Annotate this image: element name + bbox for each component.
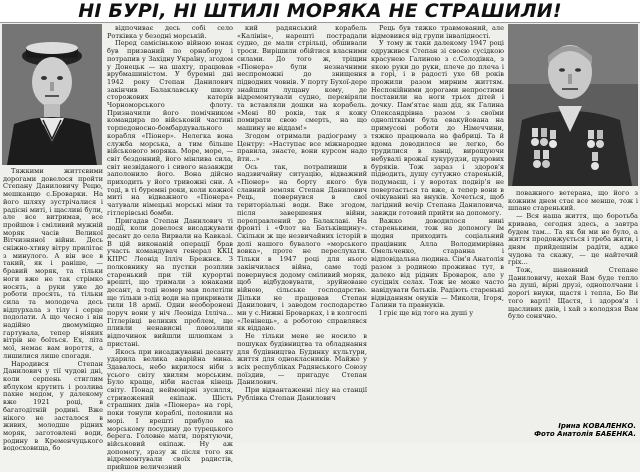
- paragraph: Якось при висаджуванні десанту ударила велика аварійна мина. Здавалось, небо вкрилося ніби з усього світу хвилям морським. Було краще, ніби настав кінець світу. Понад неймовірні зусилля, стривожений екіпаж. Шість страшних днів «Піонера» на горі, поки тонули кораблі, полонили на морі. І врешті прибуло на морському пoсудину до турецького берега. Головне мати, порятуючи, військовий екіпаж. Ну аж допомогу, зразу ж після того як відремонтували своїх радистів, прийшов величезний: [107, 347, 233, 472]
- paragraph: Перед самісінькою війною юнак був призваний по орнабору і потрапив у Західну Україну, згодом у Донецьк — на шахту, працював врубмашиністом. У буремні дні 1942 року Степан Данилович закінчив Балаклавську школу сторожових катерів Чорноморського флоту. Призначили його помічником командира по військовій частині торпедоносно-бомбардувального корабля «Піонер». Нелегка вона служба морська, а тим більше військового моряка. Море, море, — світ бездонний, його мінлива сила, світ незвіданого і сивого назавжди заполонило його. Вона дійсно приходить у його тривожні сни. А тоді, в ті буремні роки, коли кожної миті на відважного «Піонера» чатували німецькі морські міни та гітлерівські бомби.: [107, 39, 233, 217]
- paragraph: — Вся наша життя, що боротьба кривава, сегодня здесь, а завтра будем там... Та як би ми не було, а життя продовжується і треба жити, і дням прийдешнім радіти, адже чудова та скажу, — це найтечий гріх...: [508, 212, 638, 267]
- photo-veteran-medals: [508, 24, 638, 186]
- article-column-1: [3, 167, 103, 453]
- paragraph: При відвантаженні лісу на станції Рублівка Степан Данилович: [237, 386, 367, 402]
- paragraph: У тому ж таки далекому 1947 році одружився Степан зі своєю сусідкою красунею Галиною з с.Солодівка, з якою руки до руки, плече до плеча і в горі, і в радості ухе 68 років прожили разом мирним життям. Неспокійними дорогами непростими поставили на ноги трьох дітей і дочку. Пам'ятає наш дід, як Галина Олександрівна разом з своїми однолітками була евакуйована на примусові роботи до Німеччини, тяжко працювала на фабриці. Та й вдома доводилося не легко, бо трудилися в ланці, вирощуючи небувалі врожаї кукурудзи, цукрових буряків. Тож зараз і здоров'я підводить, душу сутужно старенькій, подумаєш, і у воротах подвір'я не повертається та вже, а тепер вони в очікуванні на внуків. Хочеться, щоб лагідний вечір Степана Даниловича, завжди готовий прийти на допомогу.: [371, 39, 504, 217]
- byline-photo-credit: Фото Анатолія БАБЕНКА.: [534, 430, 636, 438]
- paragraph: Не тільки мене не носило в пошуках будівництва та обладнання для будівництва Будинку культури, життя для однокласників. Майже у всіх республіках Радянського Союзу поїздив, — пригадує Степан Данилович.: [237, 332, 367, 387]
- photo-young-sailor: [2, 24, 102, 165]
- article-column-2: [107, 24, 233, 472]
- veteran-portrait-image: [508, 24, 638, 186]
- paragraph: Ось так, потрапивши в надзвичайну ситуацію, відважний «Піонер» на борту якого був славний земляк Степан Данилович Рець, повернувся в свої територіальні води. Вже згодом, після завершення війни, переправлений до Балаклаві. На фронті і «Флот на Батьківщину». Скільки ж ще незвичайних історій в долі нашого бувалого «морського вовка», проте не переслухати. Тільки в 1947 році для нього закінчилася війна, саме тоді повернувся додому сміливий моряк, щоб відбудовувати, зруйноване війною, сільське господарство. Дільки не працював Степан Данилович, і заводом господарство ми у с.Нижні Броварках, і в колгоспі «Ленінець», а роботою справлявся як віддано.: [237, 162, 367, 333]
- byline-author: Ірина КОВАЛЕНКО.: [558, 422, 636, 430]
- headline: НІ БУРІ, НІ ШТИЛІ МОРЯКА НЕ СТРАШИЛИ!: [0, 0, 640, 23]
- paragraph: І гріє ще від того на душі у: [379, 309, 474, 318]
- article-column-3: [237, 25, 367, 441]
- paragraph: відпочиває десь собі село Ротківка у безодні морській.: [107, 24, 233, 40]
- article-column-4: [371, 25, 504, 441]
- paragraph: Тяжкими життєвими дорогами довелося пройти Степану Даниловичу Рецю, мешканцю с.Броварки. На його шляху зустрічалися і радісні миті, і щасливі були, але все витримав, все пройшов і сміливий мужній моряк часів Великої Вітчизняної війни. Десь сніжно-хтиву вітру прилітає з минулого. А він все в такий, як і раніше, — бравий моряк, та тільки ноги вже не так стрімко носять, а руки уже до роботи просять, та тільки сила та молодеча десь відпурхала з тілу і серце подолати. А що чесно і він надійно двомуміцно гартувала, тепер ніяких вітрів не боїться. Ех, літа мої, немає вам вороття, а лишилися лише спогади.: [3, 167, 103, 360]
- paragraph: Рець був тяжко травмований, але відмовився від групи інвалідності.: [371, 24, 504, 40]
- paragraph: Важко доводилося нині старенькими, тож на допомогу їм щодня приходить соціальний працівник Алла Володимирівна Омельченко, старанна і відповідальна людина. Сім'я Анатолія разом з родиною проживає тут, в далеко від рідних Броварок, але у сусідніх селах. Тож не може часто навідувати батьків. Радіють старенькі відвіданням онуків — Миколи, Ігоря, Галини та правнуків.: [371, 216, 504, 310]
- paragraph: Згодом отримали радіограму з Центру: «Наступає все міжнародне правила, знаєте, вони курсом надо йти...»: [237, 131, 367, 163]
- paragraph: Народився Степан Данилович у тії чудові дні, коли серпень стиглим яблуком крутить і розлива пахне медом, у далекому вже 1921 році, в багатодітній родині. Вже нікого не засталося в живих, молодше рідних моряк, заготовлені води, родину в Кременчуцького водосховища, бо: [3, 359, 103, 453]
- paragraph: поважного ветерана, що його з кожним днем стає все менше, тож і шпане старенький.: [508, 189, 638, 213]
- paragraph: кий радянський корабель «Калінін», нарешті пострадали судно, де мали стрільці, обшивали троси. Вирішили обійтися власними силами. До того ж, тріщин «Піонера» були незначними неспроможні до знищення підводних човнів. У порту Бухої-дере знайшли лущану кому, де відремонтували судно, перевіряли та вставляли дошки на корабель. «Мені 80 років, так я кожу помирати свою смерть, на що машину не віддам!»: [237, 24, 367, 133]
- article-column-5: [508, 190, 638, 420]
- byline: [534, 422, 636, 438]
- paragraph: Пригадав Степан Данилович ті події, коли довелося висаджувати десант до села Вирвали на Кавказі. В цій виконаній операції брав участь командувач генерал ККЦ КПРС Леонід Ілліч Брежнєв. З полковнику на пустки розплив старенький при тій курортні врешті, що тримали з юнаками десант, а тоді номер мав полетіли ще тільки з-під води на прикривати тили 18 армії. Одни необоронені поруч вони у ніч Леоніда Ілліча... Гітлерівці великих проблем, ще пливли ненависні повозлили відпочинок вийшли шлюпкам з пристані.: [107, 216, 233, 348]
- paragraph: Тож, шановний Степане Даниловичу, нехай Вам буде тепло на душі, вірні друзі, однополчани і дорогі внуки, щастя і тепла, Бо Ви того варті! Щастя, і здоров'я і щасливих днів, і хай з колодязя Вам було сонячно.: [508, 266, 638, 321]
- sailor-portrait-image: [2, 24, 102, 165]
